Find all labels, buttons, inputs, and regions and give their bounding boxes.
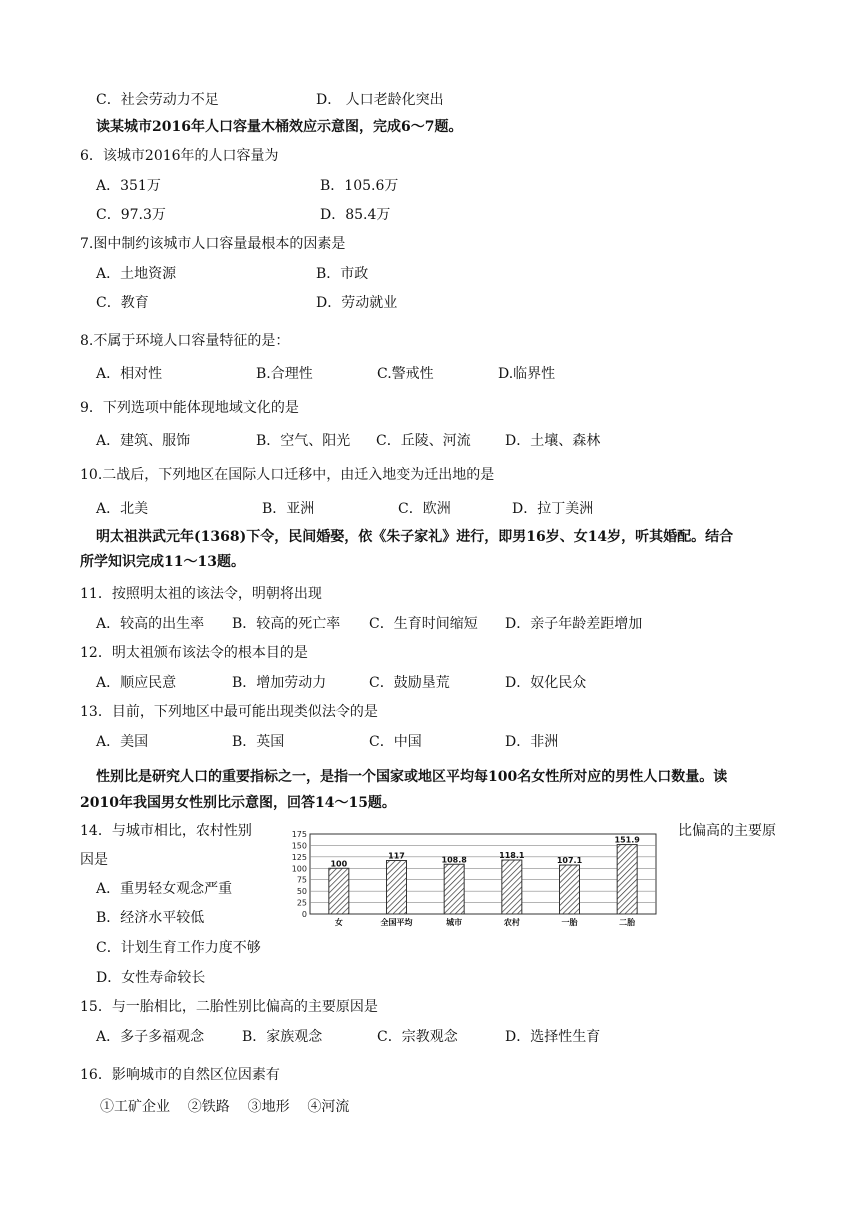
- q13-option-d: D．非洲: [505, 734, 559, 750]
- q11-option-c: C．生育时间缩短: [369, 616, 478, 632]
- q7-stem: 7.图中制约该城市人口容量最根本的因素是: [80, 236, 346, 252]
- q7-option-c: C．教育: [96, 295, 149, 311]
- q15-option-a: A．多子多福观念: [96, 1029, 205, 1045]
- q14-option-d: D．女性寿命较长: [96, 970, 206, 986]
- q16-items: ①工矿企业 ②铁路 ③地形 ④河流: [100, 1099, 350, 1115]
- q14-stem-left: 14．与城市相比，农村性别: [80, 823, 252, 839]
- q9-option-b: B．空气、阳光: [256, 433, 351, 449]
- q12-option-c: C．鼓励垦荒: [369, 675, 450, 691]
- q11-option-b: B．较高的死亡率: [232, 616, 341, 632]
- bar-value-label: 107.1: [556, 856, 583, 866]
- q15-option-b: B．家族观念: [242, 1029, 323, 1045]
- option-d: D． 人口老龄化突出: [316, 92, 444, 108]
- intro-11-13-line2: 所学知识完成11～13题。: [80, 554, 245, 570]
- bar: [502, 860, 522, 914]
- q15-option-d: D．选择性生育: [505, 1029, 601, 1045]
- bar-value-label: 151.9: [614, 835, 640, 845]
- chart-frame: [310, 834, 656, 914]
- q14-stem-right: 比偏高的主要原: [678, 823, 776, 839]
- q7-option-a: A．土地资源: [96, 266, 177, 282]
- q8-option-b: B.合理性: [256, 366, 313, 382]
- y-tick-label: 150: [291, 841, 307, 851]
- q8-option-a: A．相对性: [96, 366, 163, 382]
- y-tick-label: 125: [291, 852, 307, 862]
- q10-option-b: B．亚洲: [262, 501, 315, 517]
- q9-option-c: C．丘陵、河流: [376, 433, 471, 449]
- intro-11-13-line1: 明太祖洪武元年(1368)下令，民间婚娶，依《朱子家礼》进行，即男16岁、女14岁，听其婚配。结合: [96, 529, 734, 545]
- q10-stem: 10.二战后，下列地区在国际人口迁移中，由迁入地变为迁出地的是: [80, 467, 495, 483]
- q6-option-d: D．85.4万: [320, 207, 391, 223]
- q8-option-c: C.警戒性: [377, 366, 434, 382]
- q13-option-c: C．中国: [369, 734, 422, 750]
- bar: [329, 868, 349, 914]
- q14-option-b: B．经济水平较低: [96, 910, 205, 926]
- bar-value-label: 117: [388, 851, 405, 861]
- intro-14-15-line2: 2010年我国男女性别比示意图，回答14～15题。: [80, 795, 396, 811]
- bar-value-label: 100: [330, 859, 348, 869]
- y-tick-label: 75: [296, 875, 307, 885]
- q8-option-d: D.临界性: [498, 366, 556, 382]
- y-tick-label: 0: [301, 910, 307, 919]
- q13-stem: 13．目前，下列地区中最可能出现类似法令的是: [80, 704, 378, 720]
- q9-option-d: D．土壤、森林: [505, 433, 601, 449]
- q12-stem: 12．明太祖颁布该法令的根本目的是: [80, 645, 308, 661]
- q8-stem: 8.不属于环境人口容量特征的是：: [80, 333, 290, 349]
- x-category-label: 城市: [446, 918, 463, 927]
- q9-stem: 9．下列选项中能体现地域文化的是: [80, 400, 299, 416]
- y-tick-label: 50: [296, 887, 307, 897]
- q11-stem: 11．按照明太祖的该法令，明朝将出现: [80, 586, 322, 602]
- q11-option-a: A．较高的出生率: [96, 616, 205, 632]
- bar-value-label: 108.8: [441, 855, 467, 865]
- bar: [560, 865, 580, 914]
- sex-ratio-bar-chart: [286, 828, 672, 932]
- x-category-label: 一胎: [561, 918, 578, 927]
- option-c: C．社会劳动力不足: [96, 92, 219, 108]
- q7-option-d: D．劳动就业: [316, 295, 398, 311]
- bar: [444, 864, 464, 914]
- q16-stem: 16．影响城市的自然区位因素有: [80, 1067, 280, 1083]
- q15-option-c: C．宗教观念: [377, 1029, 458, 1045]
- y-tick-label: 100: [291, 864, 307, 874]
- q14-option-c: C．计划生育工作力度不够: [96, 940, 261, 956]
- q11-option-d: D．亲子年龄差距增加: [505, 616, 643, 632]
- q12-option-b: B．增加劳动力: [232, 675, 327, 691]
- x-category-label: 农村: [503, 918, 520, 927]
- q15-stem: 15．与一胎相比，二胎性别比偏高的主要原因是: [80, 999, 378, 1015]
- x-category-label: 二胎: [619, 918, 636, 927]
- q12-option-d: D．奴化民众: [505, 675, 587, 691]
- y-tick-label: 175: [291, 830, 307, 839]
- q14-stem-cont: 因是: [80, 852, 108, 868]
- q7-option-b: B．市政: [316, 266, 369, 282]
- q13-option-a: A．美国: [96, 734, 149, 750]
- q6-option-a: A．351万: [96, 178, 161, 194]
- q9-option-a: A．建筑、服饰: [96, 433, 191, 449]
- bar: [387, 861, 407, 914]
- q6-option-c: C．97.3万: [96, 207, 166, 223]
- q12-option-a: A．顺应民意: [96, 675, 177, 691]
- intro-6-7: 读某城市2016年人口容量木桶效应示意图，完成6～7题。: [96, 119, 463, 135]
- q10-option-a: A．北美: [96, 501, 149, 517]
- q14-option-a: A．重男轻女观念严重: [96, 881, 233, 897]
- bar-value-label: 118.1: [499, 851, 525, 861]
- y-tick-label: 25: [296, 898, 307, 908]
- q10-option-c: C．欧洲: [398, 501, 451, 517]
- q6-stem: 6．该城市2016年的人口容量为: [80, 148, 279, 164]
- x-category-label: 全国平均: [380, 918, 413, 927]
- q6-option-b: B．105.6万: [320, 178, 399, 194]
- q13-option-b: B．英国: [232, 734, 285, 750]
- x-category-label: 女: [334, 918, 343, 927]
- intro-14-15-line1: 性别比是研究人口的重要指标之一，是指一个国家或地区平均每100名女性所对应的男性人口数量。读: [96, 769, 728, 785]
- bar: [617, 845, 637, 914]
- q10-option-d: D．拉丁美洲: [512, 501, 594, 517]
